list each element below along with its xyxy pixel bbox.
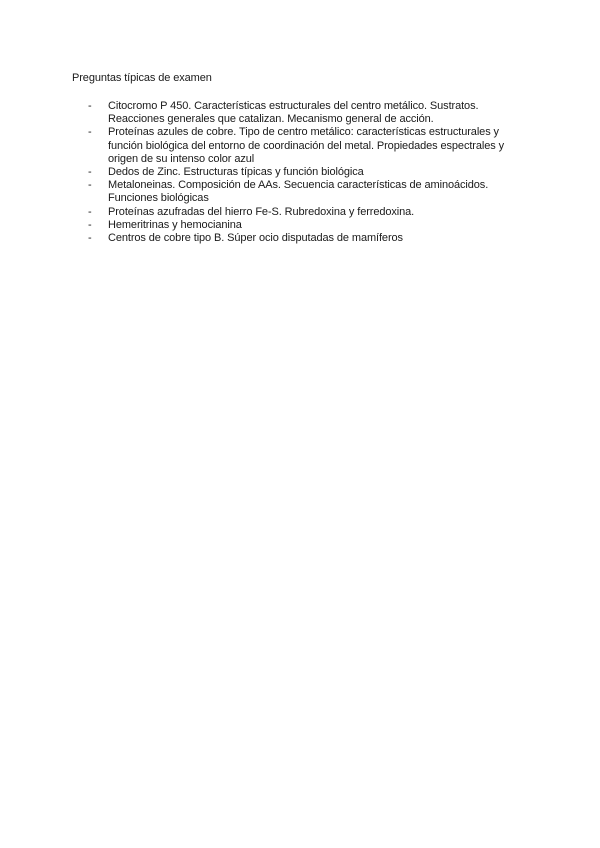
list-item bbox=[88, 219, 528, 232]
question-text: Proteínas azules de cobre. Tipo de centro metálico: características estructurales y función biológica del entorno de coordinación del metal. Propiedades espectrales y origen de su intenso color azul bbox=[108, 126, 505, 165]
question-text: Centros de cobre tipo B. Súper ocio disputadas de mamíferos bbox=[108, 232, 403, 245]
list-item bbox=[88, 126, 528, 166]
question-list bbox=[88, 100, 528, 245]
bullet-dash: - bbox=[88, 205, 92, 218]
list-item bbox=[88, 179, 528, 205]
bullet-dash: - bbox=[88, 166, 92, 179]
question-text: Dedos de Zinc. Estructuras típicas y función biológica bbox=[108, 166, 364, 179]
list-item bbox=[88, 100, 528, 126]
list-item bbox=[88, 206, 528, 219]
bullet-dash: - bbox=[88, 218, 92, 231]
question-text: Hemeritrinas y hemocianina bbox=[108, 218, 242, 231]
list-item bbox=[88, 166, 528, 179]
bullet-dash: - bbox=[88, 179, 92, 192]
document-title: Preguntas típicas de examen bbox=[72, 72, 212, 84]
question-text: Proteínas azufradas del hierro Fe-S. Rubredoxina y ferredoxina. bbox=[108, 205, 415, 218]
bullet-dash: - bbox=[88, 126, 92, 139]
bullet-dash: - bbox=[88, 100, 92, 112]
question-text: Citocromo P 450. Características estructurales del centro metálico. Sustratos. Reacciones generales que catalizan. Mecanismo general de acción. bbox=[108, 100, 479, 126]
list-item bbox=[88, 232, 528, 245]
bullet-dash: - bbox=[88, 232, 92, 245]
question-text: Metaloneinas. Composición de AAs. Secuencia características de aminoácidos. Funciones biológicas bbox=[108, 179, 489, 205]
